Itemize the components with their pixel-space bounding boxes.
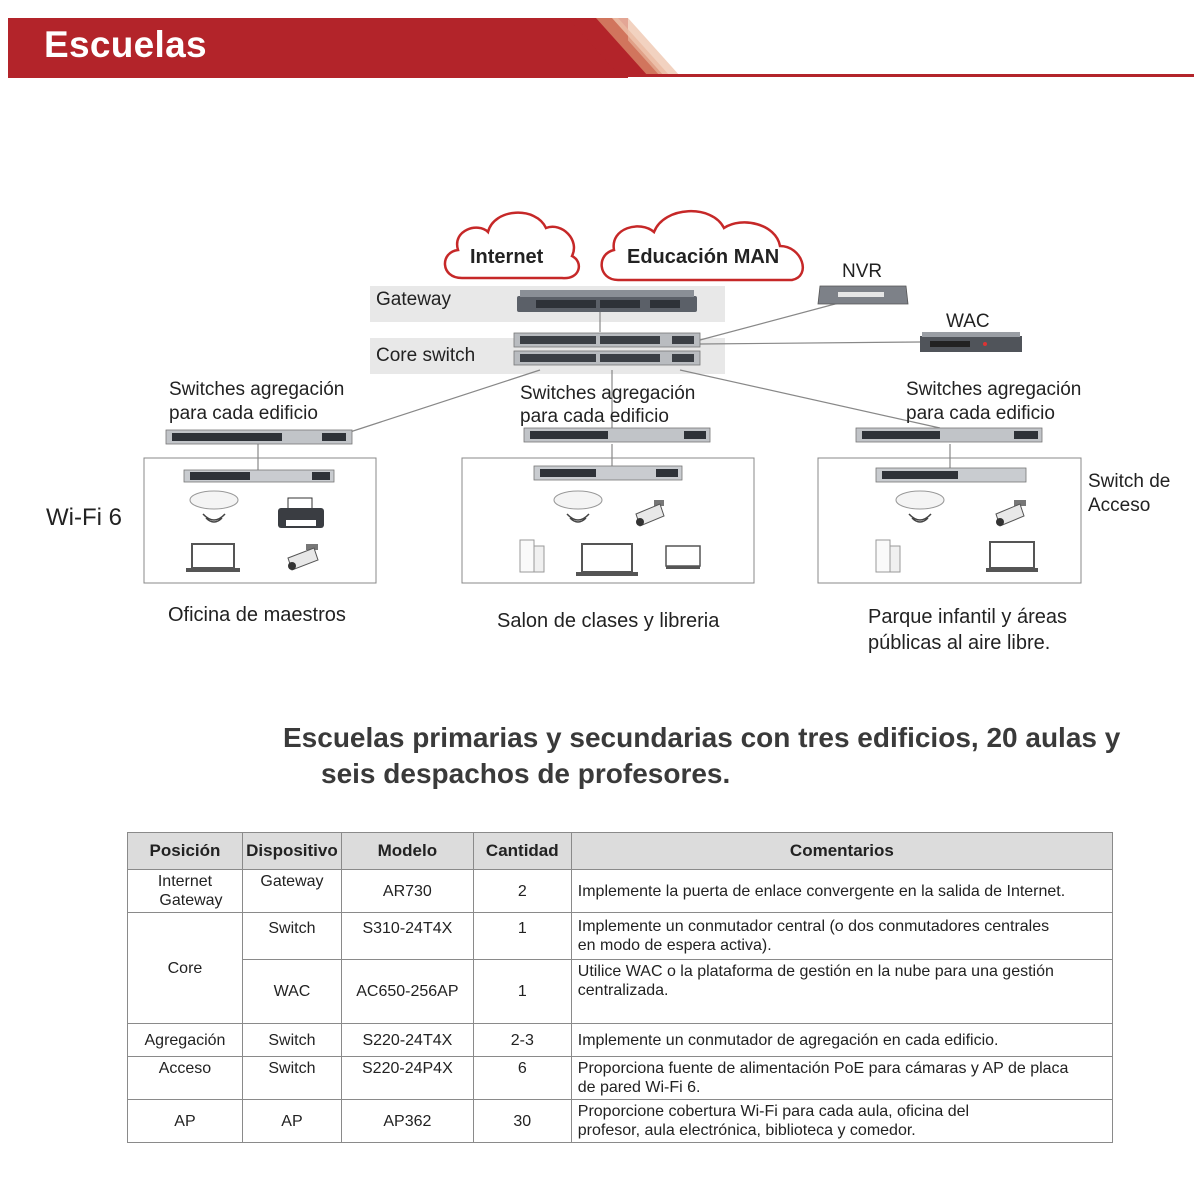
- man-cloud-label: Educación MAN: [627, 246, 780, 268]
- cell-position: Core: [128, 913, 243, 1024]
- cell-device: Switch: [242, 1057, 341, 1100]
- access-point-icon: [190, 491, 238, 522]
- col-header-model: Modelo: [341, 833, 473, 870]
- equipment-table: [127, 832, 1113, 1143]
- agg-label-left-2: para cada edificio: [169, 403, 318, 424]
- page-title: Escuelas: [44, 24, 207, 65]
- cell-quantity: 6: [473, 1057, 571, 1100]
- table-header-row: [128, 833, 1113, 870]
- cell-model: S310-24T4X: [341, 913, 473, 960]
- cell-quantity: 1: [473, 960, 571, 1024]
- cell-device: Switch: [242, 913, 341, 960]
- agg-switch-left-icon: [166, 430, 352, 444]
- access-switch-right-icon: [876, 468, 1026, 482]
- agg-label-left-1: Switches agregación: [169, 379, 345, 400]
- wall-ap-icon: [520, 540, 544, 572]
- cell-comment: Implemente la puerta de enlace convergente en la salida de Internet.: [571, 870, 1112, 913]
- table-row: [128, 1100, 1113, 1143]
- col-header-comments: Comentarios: [571, 833, 1112, 870]
- cell-comment: Utilice WAC o la plataforma de gestión en la nube para una gestión centralizada.: [571, 960, 1112, 1024]
- nvr-icon: [818, 286, 908, 304]
- wac-icon: [920, 332, 1022, 352]
- cell-quantity: 30: [473, 1100, 571, 1143]
- camera-icon: [636, 500, 664, 526]
- table-row: [128, 1024, 1113, 1057]
- cell-model: AR730: [341, 870, 473, 913]
- nvr-label: NVR: [842, 261, 883, 282]
- cell-device: Gateway: [242, 870, 341, 913]
- cell-comment: Proporcione cobertura Wi-Fi para cada aula, oficina del profesor, aula electrónica, biblioteca y comedor.: [571, 1100, 1112, 1143]
- subtitle-line-1: Escuelas primarias y secundarias con tres edificios, 20 aulas y: [283, 722, 1121, 753]
- cell-position: Agregación: [128, 1024, 243, 1057]
- access-switch-label-1: Switch de: [1088, 471, 1171, 492]
- wac-label: WAC: [946, 311, 990, 332]
- area-label-right-2: públicas al aire libre.: [868, 632, 1051, 654]
- cell-device: Switch: [242, 1024, 341, 1057]
- monitor-icon: [666, 546, 700, 569]
- cell-quantity: 2: [473, 870, 571, 913]
- cell-quantity: 1: [473, 913, 571, 960]
- agg-label-right-2: para cada edificio: [906, 403, 1055, 424]
- cell-comment: Proporciona fuente de alimentación PoE para cámaras y AP de placa de pared Wi-Fi 6.: [571, 1057, 1112, 1100]
- col-header-device: Dispositivo: [242, 833, 341, 870]
- access-switch-left-icon: [184, 470, 334, 482]
- cell-model: S220-24T4X: [341, 1024, 473, 1057]
- wifi6-label: Wi-Fi 6: [46, 504, 122, 531]
- access-switch-middle-icon: [534, 466, 682, 480]
- area-label-right-1: Parque infantil y áreas: [868, 606, 1068, 628]
- agg-label-middle-2: para cada edificio: [520, 406, 669, 427]
- subtitle-line-2: seis despachos de profesores.: [321, 758, 731, 789]
- cell-model: AC650-256AP: [341, 960, 473, 1024]
- gateway-label: Gateway: [376, 289, 451, 310]
- agg-switch-right-icon: [856, 428, 1042, 442]
- cell-model: AP362: [341, 1100, 473, 1143]
- camera-icon: [288, 544, 318, 570]
- laptop-icon: [186, 544, 240, 572]
- cell-comment: Implemente un conmutador central (o dos conmutadores centrales en modo de espera activa).: [571, 913, 1112, 960]
- monitor-icon: [986, 542, 1038, 572]
- printer-icon: [278, 498, 324, 528]
- table-row: [128, 1057, 1113, 1100]
- cell-model: S220-24P4X: [341, 1057, 473, 1100]
- agg-label-middle-1: Switches agregación: [520, 383, 696, 404]
- cell-quantity: 2-3: [473, 1024, 571, 1057]
- col-header-quantity: Cantidad: [473, 833, 571, 870]
- cell-position: AP: [128, 1100, 243, 1143]
- table-row: [128, 960, 1113, 1024]
- cell-device: AP: [242, 1100, 341, 1143]
- cell-position: Internet Gateway: [128, 870, 243, 913]
- table-row: [128, 870, 1113, 913]
- agg-switch-middle-icon: [524, 428, 710, 442]
- access-point-icon: [896, 491, 944, 522]
- table-row: [128, 913, 1113, 960]
- agg-label-right-1: Switches agregación: [906, 379, 1082, 400]
- access-switch-label-2: Acceso: [1088, 495, 1151, 516]
- col-header-position: Posición: [128, 833, 243, 870]
- internet-cloud-label: Internet: [470, 246, 544, 268]
- wall-ap-icon: [876, 540, 900, 572]
- section-subtitle: [283, 720, 1143, 792]
- core-switch-label: Core switch: [376, 345, 476, 366]
- access-point-icon: [554, 491, 602, 522]
- cell-comment: Implemente un conmutador de agregación en cada edificio.: [571, 1024, 1112, 1057]
- cell-position: Acceso: [128, 1057, 243, 1100]
- gateway-router-icon: [517, 290, 697, 312]
- cell-device: WAC: [242, 960, 341, 1024]
- camera-icon: [996, 500, 1026, 526]
- area-label-middle: Salon de clases y libreria: [497, 610, 720, 632]
- laptop-icon: [576, 544, 638, 576]
- area-label-left: Oficina de maestros: [168, 604, 346, 626]
